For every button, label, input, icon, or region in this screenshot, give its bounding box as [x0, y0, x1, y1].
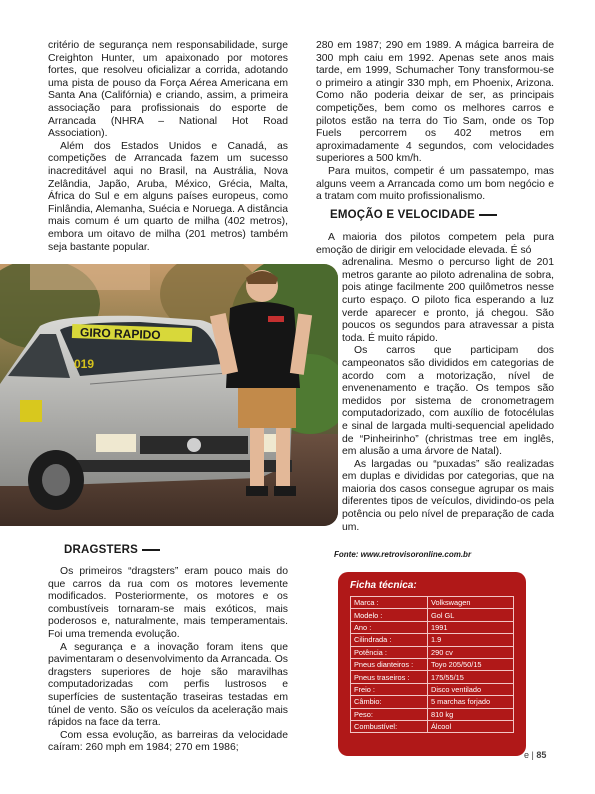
paragraph: A segurança e a inovação foram itens que pavimentaram o desenvolvimento da Arrancada. Os dragsters superiores de hoje são maravilhas computadorizadas com perfis lustrosos e superfícies de sustentação traseiras testadas em túnel de vento. São os veículos da aceleração mais rápidos na face da terra.	[48, 641, 288, 729]
spec-value: 1991	[428, 621, 514, 633]
table-row	[351, 696, 514, 708]
spec-value: 175/55/15	[428, 671, 514, 683]
spec-key: Modelo :	[351, 609, 428, 621]
spec-key: Potência :	[351, 646, 428, 658]
spec-value: 5 marchas forjado	[428, 696, 514, 708]
spec-key: Freio :	[351, 683, 428, 695]
article-column-left-top	[48, 40, 288, 254]
paragraph: Com essa evolução, as barreiras da velocidade caíram: 260 mph em 1984; 270 em 1986;	[48, 729, 288, 754]
windshield-banner: GIRO RAPIDO	[79, 325, 161, 343]
footer-separator: |	[531, 750, 534, 760]
heading-text: EMOÇÃO E VELOCIDADE	[330, 209, 476, 221]
spec-value: 810 kg	[428, 708, 514, 720]
paragraph: critério de segurança nem responsabilidade, surge Creighton Hunter, um apaixonado por motores fortes, que resolveu oficializar a corrida, adotando uma pista de pouso da Força Aérea Americana em Santa Ana (Califórnia) e criando, assim, a primeira associação para profissionais do esporte de Arrancada (NHRA – National Hot Road Association).	[48, 40, 288, 140]
source-credit: Fonte: www.retrovisoronline.com.br	[334, 550, 472, 559]
table-row	[351, 646, 514, 658]
paragraph: adrenalina. Mesmo o percurso light de 201 metros garante ao piloto adrenalina de sobra, pois atinge facilmente 200 quilômetros nesse curto espaço. O piloto fica esperando a luz verde aparecer e pronto, já chegou. São poucos os segundos para atravessar a pista toda. É muito rápido.	[342, 257, 554, 344]
article-column-dragsters	[48, 566, 288, 755]
table-row	[351, 658, 514, 670]
section-heading-emocao	[330, 209, 497, 221]
page-footer	[524, 750, 546, 760]
table-row	[351, 683, 514, 695]
spec-key: Pneus traseiros :	[351, 671, 428, 683]
table-row	[351, 671, 514, 683]
spec-table	[350, 596, 514, 733]
paragraph: Além dos Estados Unidos e Canadá, as competições de Arrancada fazem um sucesso inacreditável aqui no Brasil, na Austrália, Nova Zelândia, Japão, Aruba, México, Grécia, Malta, África do Sul e em alguns países europeus, como Finlândia, Alemanha, Suécia e Noruega. A distância mais comum é um quarto de milha (402 metros), embora um oitavo de milha (201 metros) também seja bastante popular.	[48, 140, 288, 253]
paragraph: As largadas ou “puxadas” são realizadas em duplas e divididas por categorias, que na maioria dos casos consegue agrupar os mais diferentes tipos de veículos, dividindo-os pela potência ou pelo nível de preparação de cada um.	[342, 458, 554, 533]
spec-value: Disco ventilado	[428, 683, 514, 695]
spec-key: Marca :	[351, 597, 428, 609]
table-row	[351, 720, 514, 732]
section-heading-dragsters	[64, 544, 160, 556]
paragraph: Os carros que participam dos campeonatos são divididos em categorias de acordo com a motorização, nível de envenenamento e tração. Os tempos são medidos por sistema de cronometragem computadorizado, com auxílio de fotocélulas e sinal de largada multi-sequencial apelidado de “Pinheirinho” (christmas tree em inglês, em alusão a uma árvore de Natal).	[342, 345, 554, 458]
article-column-emocao	[316, 232, 554, 534]
table-row	[351, 621, 514, 633]
table-row	[351, 708, 514, 720]
car-number: 019	[74, 357, 95, 371]
text-wrap-around-photo	[342, 257, 554, 534]
spec-key: Cilindrada :	[351, 634, 428, 646]
spec-card-title: Ficha técnica:	[350, 580, 417, 591]
spec-key: Combustível:	[351, 720, 428, 732]
spec-value: Volkswagen	[428, 597, 514, 609]
heading-rule	[479, 214, 497, 216]
article-column-right-top	[316, 40, 554, 204]
spec-value: 1.9	[428, 634, 514, 646]
spec-key: Ano :	[351, 621, 428, 633]
footer-section: e	[524, 750, 530, 760]
paragraph: A maioria dos pilotos competem pela pura emoção de dirigir em velocidade elevada. É só	[316, 232, 554, 256]
heading-text: DRAGSTERS	[64, 544, 139, 556]
spec-key: Pneus dianteiros :	[351, 658, 428, 670]
paragraph: 280 em 1987; 290 em 1989. A mágica barreira de 300 mph caiu em 1992. Apenas sete anos mais tarde, em 1999, Schumacher Tony transformou-se o primeiro a atingir 330 mph, em Phoenix, Arizona. Como não poderia deixar de ser, as principais competições, bem como os melhores carros e pilotos estão na terra do Tio Sam, onde os Top Fuels percorrem os 402 metros em aproximadamente 4 segundos, com velocidades superiores a 500 km/h.	[316, 40, 554, 165]
spec-key: Câmbio:	[351, 696, 428, 708]
spec-value: 290 cv	[428, 646, 514, 658]
page-number: 85	[536, 750, 547, 760]
table-row	[351, 597, 514, 609]
paragraph: Os primeiros “dragsters” eram pouco mais do que carros da rua com os motores levemente modificados. Posteriormente, os motores e os combustíveis tornaram-se mais exóticos, mais poderosos e, naturalmente, mais temperamentais. Foi uma tremenda evolução.	[48, 566, 288, 640]
spec-value: Toyo 205/50/15	[428, 658, 514, 670]
table-row	[351, 609, 514, 621]
photo-car-and-driver	[0, 264, 338, 526]
table-row	[351, 634, 514, 646]
heading-rule	[142, 549, 160, 551]
spec-value: Gol GL	[428, 609, 514, 621]
spec-key: Peso:	[351, 708, 428, 720]
paragraph: Para muitos, competir é um passatempo, mas alguns veem a Arrancada como um bom negócio e a tratam com muito profissionalismo.	[316, 165, 554, 203]
spec-card	[338, 572, 526, 756]
spec-value: Álcool	[428, 720, 514, 732]
